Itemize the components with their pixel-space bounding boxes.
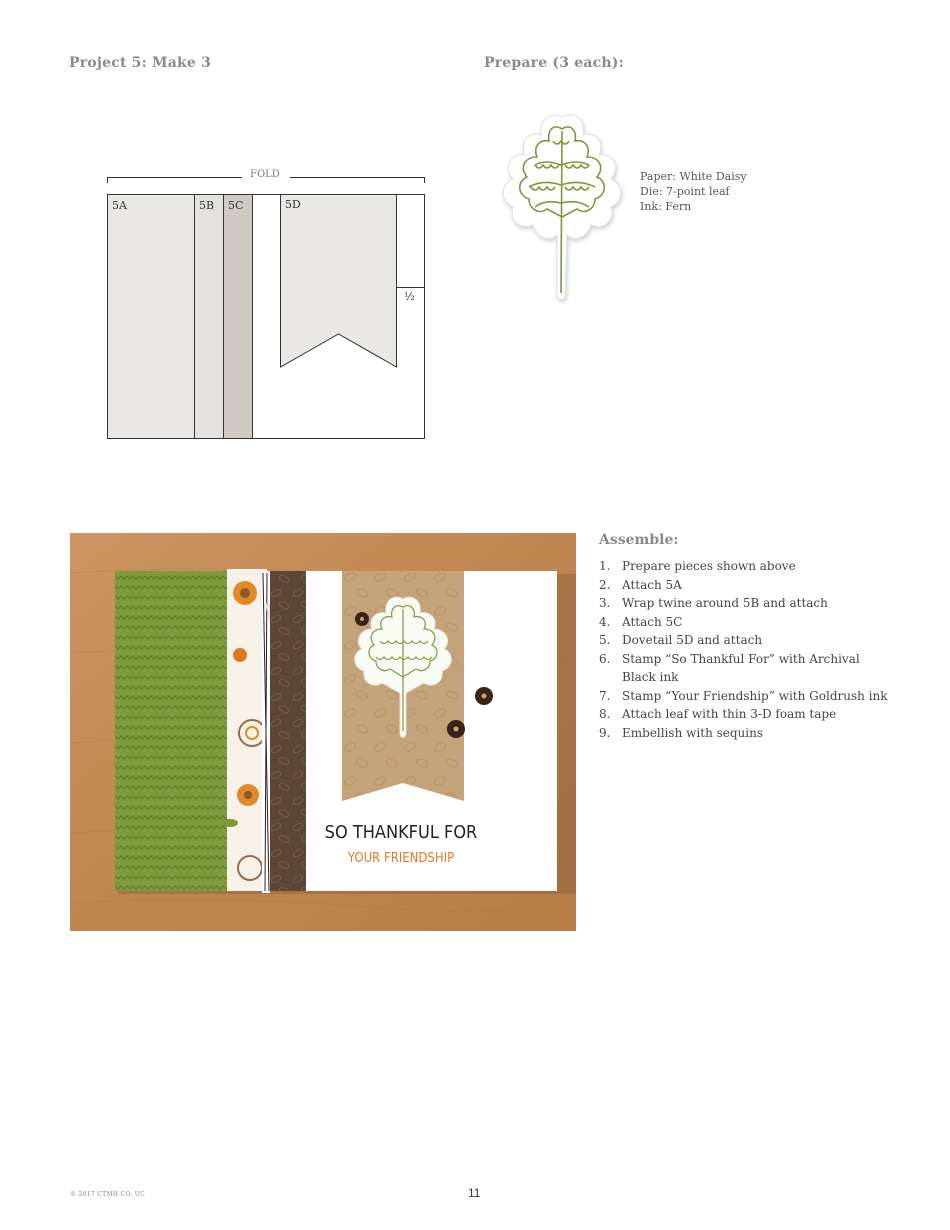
step-item [599, 557, 889, 576]
piece-5b-label: 5B [199, 199, 215, 212]
step-text: Attach 5A [622, 577, 682, 592]
step-text: Attach 5C [622, 614, 683, 629]
leaf-icon [495, 105, 635, 305]
assemble-title: Assemble: [599, 532, 679, 548]
step-text: Stamp “Your Friendship” with Goldrush ink [622, 688, 888, 703]
step-item [599, 613, 889, 632]
step-item [599, 576, 889, 595]
leaf-prep-info [640, 169, 747, 214]
step-number: 2. [599, 577, 611, 592]
step-number: 8. [599, 707, 611, 721]
card-photo-illustration [70, 533, 576, 931]
prepare-title: Prepare (3 each): [484, 55, 624, 71]
step-text: Embellish with sequins [622, 725, 764, 740]
step-item [599, 705, 889, 724]
piece-5d-label: 5D [285, 198, 301, 211]
copyright: © 2017 CTMH CO. UC [70, 1191, 145, 1198]
piece-5c-label: 5C [228, 199, 244, 212]
cutting-diagram [100, 165, 440, 450]
leaf-die-cut-image [495, 105, 635, 305]
measurement-label: ½ [404, 290, 415, 303]
step-text: Stamp “So Thankful For” with Archival Black ink [622, 651, 860, 684]
step-text: Prepare pieces shown above [622, 559, 796, 573]
page-number: 11 [468, 1186, 481, 1200]
step-number: 3. [599, 596, 611, 610]
step-text: Wrap twine around 5B and attach [622, 596, 828, 610]
measurement-line-vertical [396, 259, 397, 288]
project-title: Project 5: Make 3 [69, 55, 212, 71]
paper-info: Paper: White Daisy [640, 170, 747, 183]
step-number: 4. [599, 614, 611, 629]
sentiment-line-1: SO THANKFUL FOR [324, 822, 478, 844]
piece-5b [194, 194, 224, 439]
measurement-line-horizontal [396, 287, 425, 288]
fold-line-right [290, 177, 425, 178]
assemble-steps [599, 557, 889, 742]
piece-5d-banner [280, 194, 398, 370]
piece-5a-label: 5A [112, 199, 127, 212]
finished-card-photo [70, 533, 576, 931]
piece-5c [223, 194, 253, 439]
step-item [599, 724, 889, 743]
sentiment-line-2: YOUR FRIENDSHIP [347, 850, 455, 866]
die-info: Die: 7-point leaf [640, 185, 730, 198]
step-number: 9. [599, 725, 611, 740]
step-text: Attach leaf with thin 3-D foam tape [622, 707, 837, 721]
step-number: 7. [599, 688, 611, 703]
step-number: 5. [599, 633, 611, 647]
piece-5a [107, 194, 195, 439]
step-number: 6. [599, 651, 611, 666]
step-item [599, 631, 889, 650]
step-item [599, 687, 889, 706]
fold-label: FOLD [250, 169, 280, 180]
fold-line-left [107, 177, 242, 178]
step-number: 1. [599, 559, 611, 573]
ink-info: Ink: Fern [640, 200, 692, 213]
step-text: Dovetail 5D and attach [622, 633, 763, 647]
step-item [599, 650, 889, 687]
fold-tick-right [424, 177, 425, 183]
step-item [599, 594, 889, 613]
